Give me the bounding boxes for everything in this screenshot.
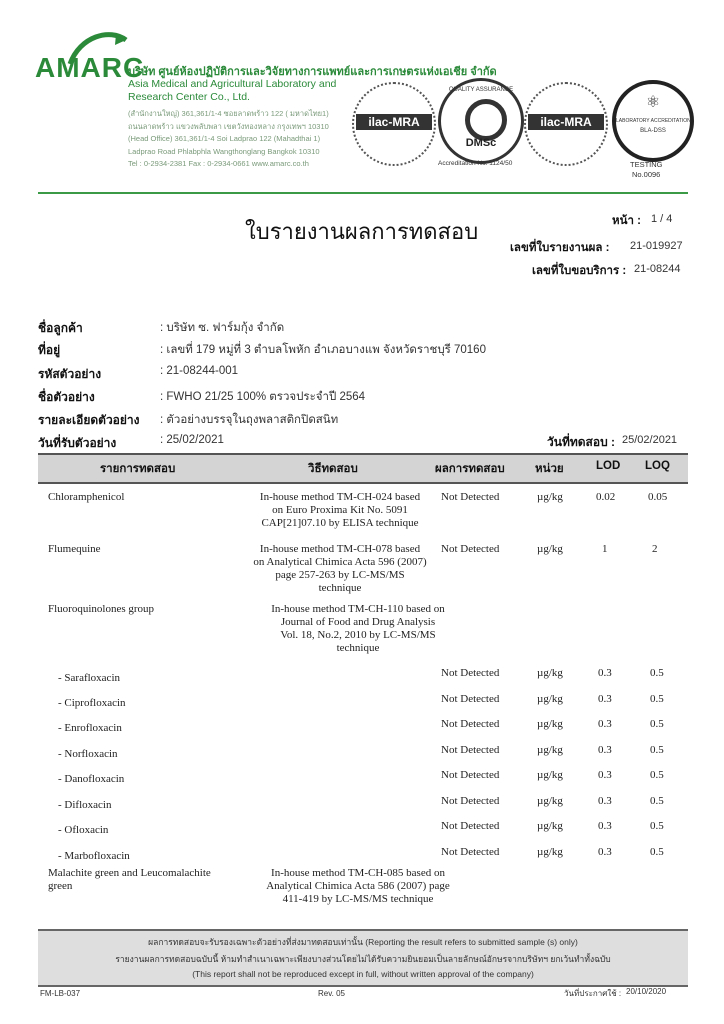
method-line: page 257-263 by LC-MS/MS (275, 569, 405, 581)
company-address (128, 108, 358, 171)
report-number-label: เลขที่ใบรายงานผล : (510, 242, 610, 254)
table-row-loq: 0.5 (650, 718, 664, 730)
sample-detail: : ตัวอย่างบรรจุในถุงพลาสติกปิดสนิท (160, 414, 339, 426)
test-date: 25/02/2021 (622, 434, 678, 446)
page-value: 1 / 4 (651, 213, 673, 225)
table-row-loq: 0.5 (650, 693, 664, 705)
header-divider (38, 192, 688, 194)
table-row-result: Not Detected (441, 543, 500, 555)
testing-number: No.0096 (632, 170, 661, 179)
table-row-method (232, 543, 448, 595)
table-row-lod: 0.3 (598, 718, 612, 730)
table-row-result: Not Detected (441, 769, 500, 781)
address-line: ถนนลาดพร้าว แขวงพลับพลา เขตวังทองหลาง กรุงเทพฯ 10310 (128, 121, 329, 131)
col-header-lod: LOD (596, 460, 621, 472)
table-row-unit: µg/kg (537, 693, 563, 705)
receive-date: : 25/02/2021 (160, 434, 224, 446)
table-row-item: - Enrofloxacin (58, 722, 122, 734)
address-line: (Head Office) 361,361/1-4 Soi Ladprao 122 (Mahadthai 1) (128, 134, 321, 143)
col-header-result: ผลการทดสอบ (435, 463, 505, 475)
table-row-result: Not Detected (441, 718, 500, 730)
dmsc-label: DMSc (465, 137, 497, 149)
method-line: technique (318, 582, 362, 594)
sample-code: : 21-08244-001 (160, 365, 239, 377)
col-header-unit: หน่วย (535, 463, 564, 475)
company-name-english (128, 78, 348, 104)
table-row-lod: 0.3 (598, 744, 612, 756)
table-row-lod: 1 (602, 543, 608, 555)
disclaimer-line: รายงานผลการทดสอบฉบับนี้ ห้ามทำสำเนาเฉพาะเพียงบางส่วนโดยไม่ได้รับความยินยอมเป็นลายลักษณ์อักษรจากบริษัทฯ ยกเว้นทำทั้งฉบับ (115, 954, 611, 964)
method-line: CAP[21]07.10 by ELISA technique (261, 517, 419, 529)
ilac-mra-seal-icon (524, 82, 608, 166)
effective-date: 20/10/2020 (626, 987, 667, 996)
disclaimer-line: (This report shall not be reproduced except in full, without written approval of the company) (192, 969, 534, 979)
receive-date-label: วันที่รับตัวอย่าง (38, 436, 117, 450)
effective-date-label: วันที่ประกาศใช้ : (564, 989, 622, 998)
table-row-loq: 2 (652, 543, 658, 555)
method-line: In-house method TM-CH-110 based on (271, 603, 445, 615)
table-row-result: Not Detected (441, 820, 500, 832)
method-line: Vol. 18, No.2, 2010 by LC-MS/MS (280, 629, 436, 641)
ilac-mra-seal-icon (352, 82, 436, 166)
method-line: technique (336, 642, 380, 654)
table-row-result: Not Detected (441, 846, 500, 858)
table-row-item: - Danofloxacin (58, 773, 125, 785)
sample-detail-label: รายละเอียดตัวอย่าง (38, 413, 140, 427)
table-row-loq: 0.05 (648, 491, 668, 503)
method-line: In-house method TM-CH-085 based on (271, 867, 445, 879)
test-date-label: วันที่ทดสอบ : (547, 435, 616, 449)
table-row-loq: 0.5 (650, 846, 664, 858)
sample-code-label: รหัสตัวอย่าง (38, 367, 102, 381)
table-row-unit: µg/kg (537, 795, 563, 807)
col-header-method: วิธีทดสอบ (308, 463, 358, 475)
table-row-item: - Norfloxacin (58, 748, 118, 760)
table-row-unit: µg/kg (537, 820, 563, 832)
sample-name: : FWHO 21/25 100% ตรวจประจำปี 2564 (160, 391, 366, 403)
table-row-item: - Marbofloxacin (58, 850, 130, 862)
ilac-label: ilac-MRA (356, 114, 432, 130)
testing-label: TESTING (630, 160, 663, 169)
table-row-item: Fluoroquinolones group (48, 603, 155, 615)
table-row-method (250, 603, 466, 655)
company-name-line: Research Center Co., Ltd. (128, 91, 250, 103)
table-row-unit: µg/kg (537, 744, 563, 756)
table-row-unit: µg/kg (537, 543, 563, 555)
customer-name-label: ชื่อลูกค้า (38, 321, 83, 335)
dmsc-quality-seal-icon (438, 78, 524, 164)
table-row-item: Flumequine (48, 543, 101, 555)
table-row-item: - Difloxacin (58, 799, 112, 811)
table-row-lod: 0.3 (598, 820, 612, 832)
method-line: In-house method TM-CH-078 based (259, 543, 421, 555)
table-row-loq: 0.5 (650, 820, 664, 832)
table-row-unit: µg/kg (537, 718, 563, 730)
table-row-lod: 0.3 (598, 846, 612, 858)
address-label: ที่อยู่ (38, 343, 61, 357)
table-row-item: - Ciprofloxacin (58, 697, 126, 709)
address-line: (สำนักงานใหญ่) 361,361/1-4 ซอยลาดพร้าว 122 ( มหาดไทย1) (128, 109, 329, 118)
method-line: In-house method TM-CH-024 based (259, 491, 421, 503)
company-name-thai: บริษัท ศูนย์ห้องปฏิบัติการและวิจัยทางการแพทย์และการเกษตรแห่งเอเชีย จำกัด (128, 66, 497, 78)
report-title: ใบรายงานผลการทดสอบ (245, 220, 479, 245)
table-row-loq: 0.5 (650, 667, 664, 679)
table-row-method (232, 491, 448, 530)
table-row-item: Chloramphenicol (48, 491, 125, 503)
table-row-result: Not Detected (441, 693, 500, 705)
table-row-loq: 0.5 (650, 795, 664, 807)
table-row-result: Not Detected (441, 667, 500, 679)
table-row-unit: µg/kg (537, 491, 563, 503)
method-line: on Analytical Chimica Acta 596 (2007) (253, 556, 427, 568)
table-row-item: - Ofloxacin (58, 824, 109, 836)
table-row-result: Not Detected (441, 795, 500, 807)
bla-accreditation-seal-icon (612, 80, 694, 162)
atom-icon: ⚛ (645, 94, 661, 111)
table-row-loq: 0.5 (650, 769, 664, 781)
table-row-lod: 0.02 (596, 491, 616, 503)
table-row-lod: 0.3 (598, 693, 612, 705)
sample-name-label: ชื่อตัวอย่าง (38, 390, 95, 404)
page-label: หน้า : (612, 215, 641, 227)
table-row-lod: 0.3 (598, 769, 612, 781)
bla-code: BLA-DSS (640, 128, 666, 134)
address-line: Ladprao Road Phlabphla Wangthonglang Bangkok 10310 (128, 146, 320, 156)
ilac-label: ilac-MRA (528, 114, 604, 130)
dmsc-accreditation-no: Accreditation No. 1124/50 (438, 160, 513, 167)
table-row-item: - Sarafloxacin (58, 672, 120, 684)
method-line: 411-419 by LC-MS/MS technique (282, 893, 434, 905)
dmsc-ring-text: QUALITY ASSURANCE (448, 87, 514, 93)
revision: Rev. 05 (318, 989, 345, 998)
table-row-result: Not Detected (441, 744, 500, 756)
address-line: Tel : 0-2934-2381 Fax : 0-2934-0661 www.amarc.co.th (128, 159, 309, 168)
table-row-lod: 0.3 (598, 667, 612, 679)
table-row-method (250, 867, 466, 906)
service-number-label: เลขที่ใบขอบริการ : (532, 265, 627, 277)
address-value: : เลขที่ 179 หมู่ที่ 3 ตำบลโพหัก อำเภอบางแพ จังหวัดราชบุรี 70160 (160, 344, 486, 356)
bla-ring-text: LABORATORY ACCREDITATION (616, 118, 691, 124)
col-header-item: รายการทดสอบ (100, 463, 176, 475)
method-line: Analytical Chimica Acta 586 (2007) page (266, 880, 450, 892)
disclaimer-line: ผลการทดสอบจะรับรองเฉพาะตัวอย่างที่ส่งมาทดสอบเท่านั้น (Reporting the result refers to submitted sample (s) only) (148, 937, 578, 947)
method-line: Journal of Food and Drug Analysis (280, 616, 436, 628)
table-row-loq: 0.5 (650, 744, 664, 756)
q-letter (465, 99, 507, 141)
method-line: on Euro Proxima Kit No. 5091 (272, 504, 408, 516)
service-number: 21-08244 (634, 263, 681, 275)
col-header-loq: LOQ (645, 460, 670, 472)
report-number: 21-019927 (630, 240, 683, 252)
table-row-result: Not Detected (441, 491, 500, 503)
customer-name: : บริษัท ซ. ฟาร์มกุ้ง จำกัด (160, 322, 285, 334)
company-logo: AMARC (35, 52, 145, 83)
table-row-unit: µg/kg (537, 769, 563, 781)
table-row-lod: 0.3 (598, 795, 612, 807)
company-name-line: Asia Medical and Agricultural Laboratory and (128, 78, 337, 90)
form-code: FM-LB-037 (40, 989, 81, 998)
table-row-unit: µg/kg (537, 846, 563, 858)
table-row-item: Malachite green and Leucomalachite green (48, 867, 211, 892)
table-row-unit: µg/kg (537, 667, 563, 679)
